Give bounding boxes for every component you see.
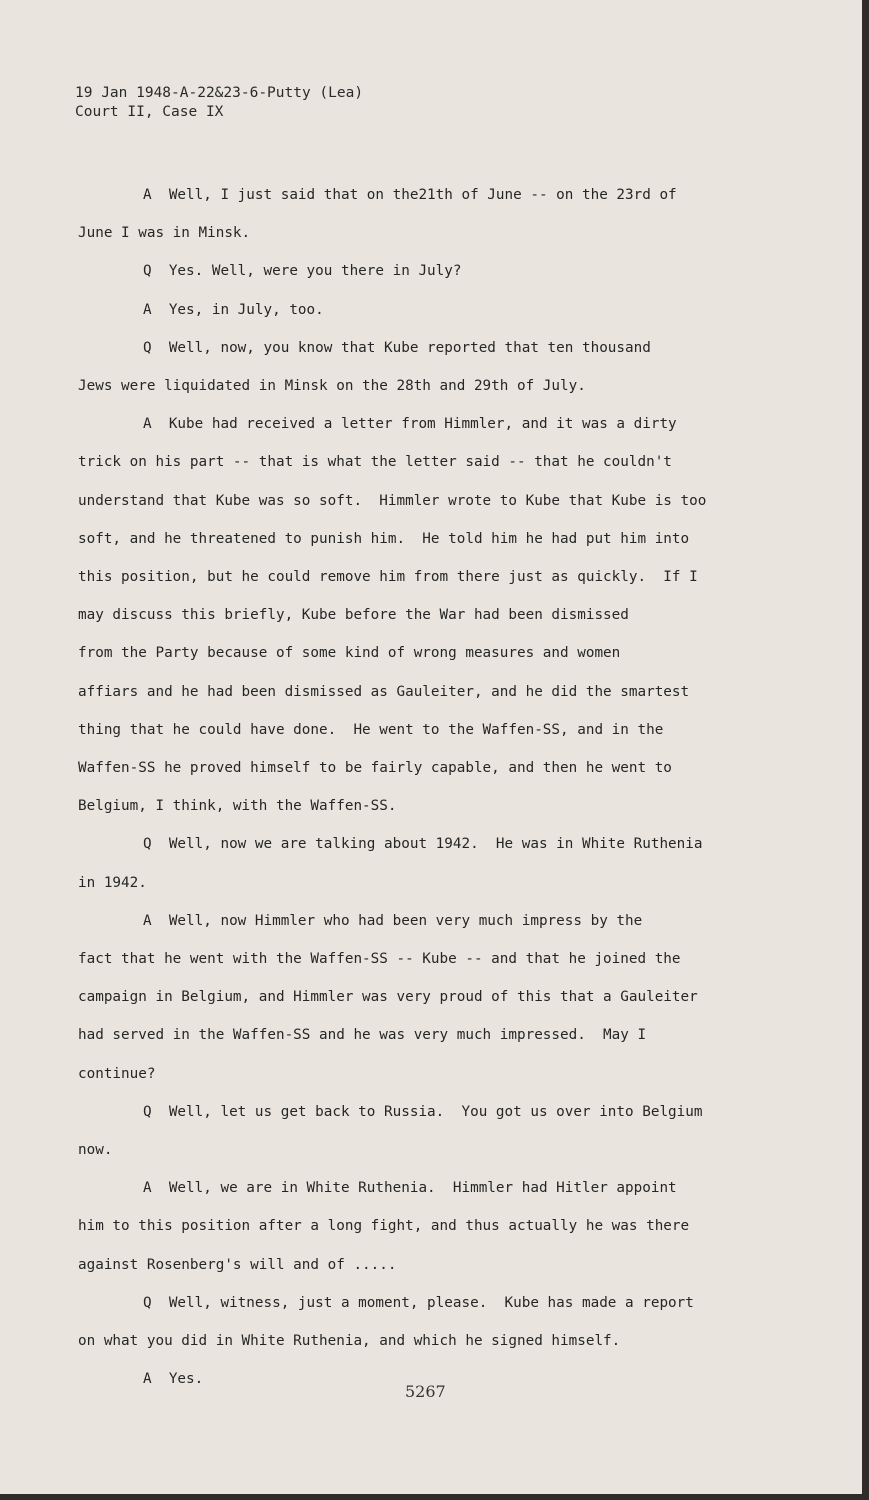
transcript-paragraph: Q Well, witness, just a moment, please. Kube has made a report on what you did in White Ruthenia, and which he signed himself. <box>78 1294 694 1350</box>
transcript-paragraph: A Well, I just said that on the21th of June -- on the 23rd of June I was in Minsk. <box>78 187 677 242</box>
header-line-2: Court II, Case IX <box>75 104 224 120</box>
transcript-paragraph: Q Yes. Well, were you there in July? <box>143 263 462 280</box>
document-header <box>75 84 363 122</box>
transcript-paragraph: Q Well, now, you know that Kube reported that ten thousand Jews were liquidated in Minsk on the 28th and 29th of July. <box>78 339 651 395</box>
header-line-1: 19 Jan 1948-A-22&23-6-Putty (Lea) <box>75 85 364 101</box>
transcript-body <box>78 176 778 1399</box>
transcript-paragraph: A Yes. <box>143 1371 204 1388</box>
page-number: 5267 <box>405 1382 446 1401</box>
transcript-paragraph: Q Well, now we are talking about 1942. He was in White Ruthenia in 1942. <box>78 836 703 891</box>
transcript-paragraph: Q Well, let us get back to Russia. You got us over into Belgium now. <box>78 1103 703 1159</box>
transcript-paragraph: A Well, we are in White Ruthenia. Himmler had Hitler appoint him to this position after a long fight, and thus actually he was there against Rosenberg's will and of ..... <box>78 1180 690 1273</box>
scan-edge-right <box>862 0 869 1500</box>
transcript-paragraph: A Well, now Himmler who had been very much impress by the fact that he went with the Waffen-SS -- Kube -- and that he joined the campaign in Belgium, and Himmler was very proud of this that a Gauleiter had served in the Waffen-SS and he was very much impressed. May I continue? <box>78 912 698 1082</box>
transcript-paragraph: A Yes, in July, too. <box>143 301 324 318</box>
scan-edge-bottom <box>0 1494 869 1500</box>
transcript-paragraph: A Kube had received a letter from Himmler, and it was a dirty trick on his part -- that is what the letter said -- that he couldn't understand that Kube was so soft. Himmler wrote to Kube that Kube is too soft, and he threatened to punish him. He told him he had put him into this position, but he could remove him from there just as quickly. If I may discuss this briefly, Kube before the War had been dismissed from the Party because of some kind of wrong measures and women affiars and he had been dismissed as Gauleiter, and he did the smartest thing that he could have done. He went to the Waffen-SS, and in the Waffen-SS he proved himself to be fairly capable, and then he went to Belgium, I think, with the Waffen-SS. <box>78 416 707 815</box>
